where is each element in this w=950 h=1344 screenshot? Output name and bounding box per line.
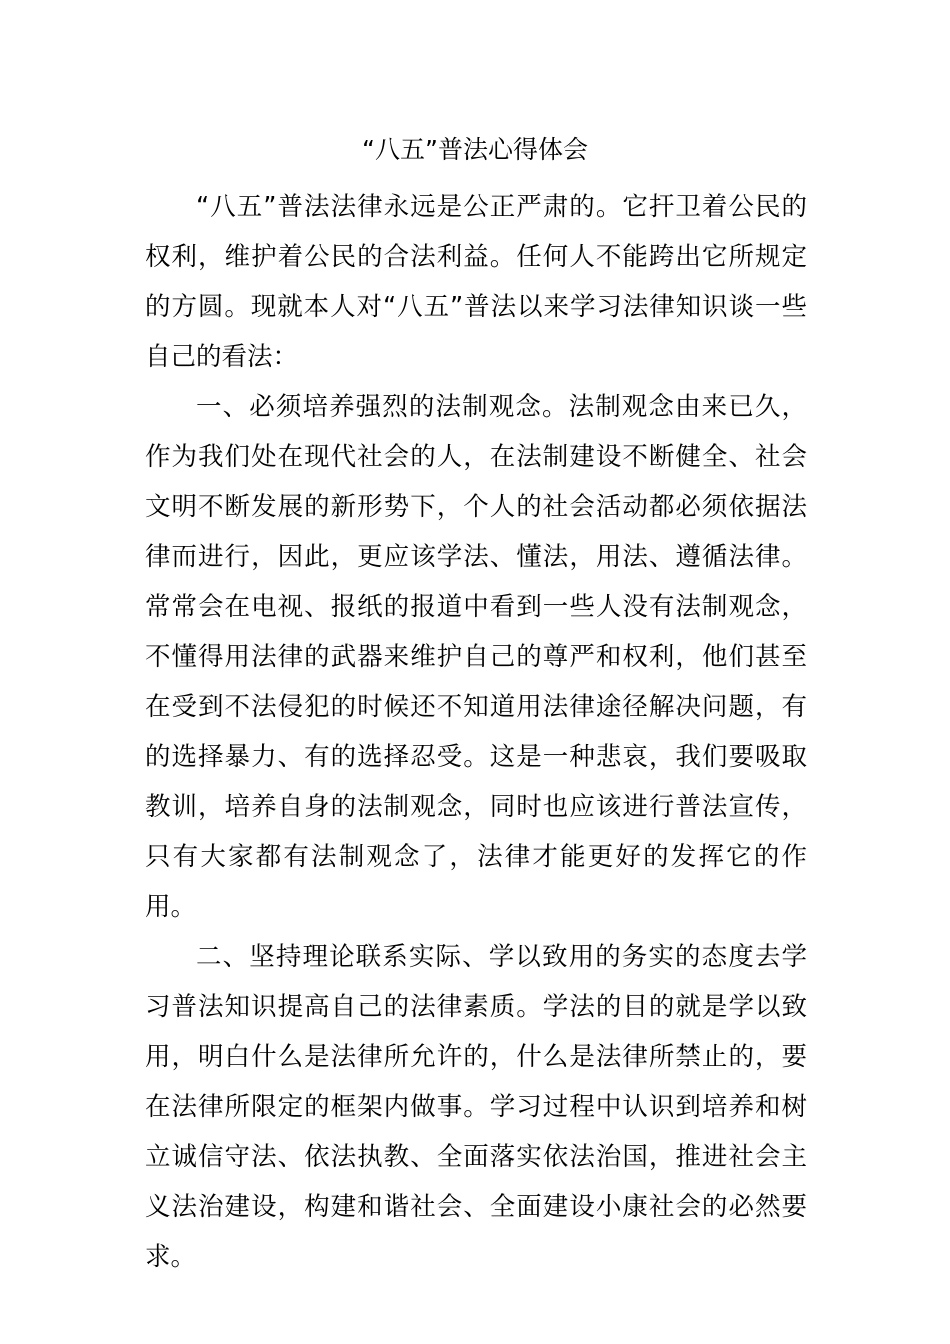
- paragraph-point-two: 二、坚持理论联系实际、学以致用的务实的态度去学习普法知识提高自己的法律素质。学法的目的就是学以致用，明白什么是法律所允许的，什么是法律所禁止的，要在法律所限定的框架内做事。学习过程中认识到培养和树立诚信守法、依法执教、全面落实依法治国，推进社会主义法治建设，构建和谐社会、全面建设小康社会的必然要求。: [145, 942, 807, 1272]
- paragraph-intro: “八五”普法法律永远是公正严肃的。它扞卫着公民的权利，维护着公民的合法利益。任何人不能跨出它所规定的方圆。现就本人对“八五”普法以来学习法律知识谈一些自己的看法：: [145, 192, 807, 372]
- document-title: “八五”普法心得体会: [362, 135, 588, 164]
- document-body: [145, 182, 807, 1282]
- paragraph-point-one: 一、必须培养强烈的法制观念。法制观念由来已久，作为我们处在现代社会的人，在法制建设不断健全、社会文明不断发展的新形势下，个人的社会活动都必须依据法律而进行，因此，更应该学法、懂法，用法、遵循法律。常常会在电视、报纸的报道中看到一些人没有法制观念，不懂得用法律的武器来维护自己的尊严和权利，他们甚至在受到不法侵犯的时候还不知道用法律途径解决问题，有的选择暴力、有的选择忍受。这是一种悲哀，我们要吸取教训，培养自身的法制观念，同时也应该进行普法宣传，只有大家都有法制观念了，法律才能更好的发挥它的作用。: [145, 392, 807, 922]
